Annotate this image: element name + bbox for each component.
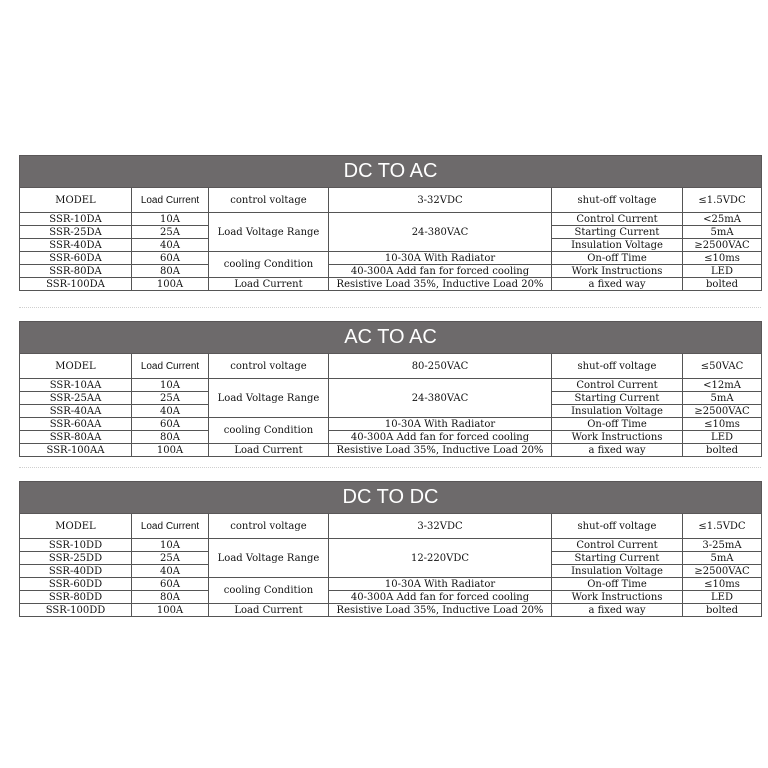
load-cell: 80A xyxy=(132,591,209,604)
load-cell: 25A xyxy=(132,552,209,565)
param-label: Control Current xyxy=(552,539,683,552)
cooling-fan: 40-300A Add fan for forced cooling xyxy=(329,265,552,278)
model-cell: SSR-25DD xyxy=(20,552,132,565)
load-cell: 100A xyxy=(132,444,209,457)
table-title: AC TO AC xyxy=(20,322,762,354)
param-label: On-off Time xyxy=(552,578,683,591)
load-cell: 60A xyxy=(132,252,209,265)
load-cell: 10A xyxy=(132,213,209,226)
model-cell: SSR-60DA xyxy=(20,252,132,265)
gridline xyxy=(19,467,761,468)
load-cell: 25A xyxy=(132,226,209,239)
param-label: Work Instructions xyxy=(552,591,683,604)
param-label: Work Instructions xyxy=(552,265,683,278)
load-cell: 40A xyxy=(132,239,209,252)
model-cell: SSR-10DD xyxy=(20,539,132,552)
load-current-value: Resistive Load 35%, Inductive Load 20% xyxy=(329,444,552,457)
param-label: Starting Current xyxy=(552,552,683,565)
voltage-range-value: 12-220VDC xyxy=(329,539,552,578)
model-cell: SSR-25DA xyxy=(20,226,132,239)
cooling-radiator: 10-30A With Radiator xyxy=(329,578,552,591)
load-cell: 100A xyxy=(132,604,209,617)
voltage-range-label: Load Voltage Range xyxy=(209,539,329,578)
param-value: ≥2500VAC xyxy=(683,405,762,418)
cooling-radiator: 10-30A With Radiator xyxy=(329,252,552,265)
param-label: Starting Current xyxy=(552,392,683,405)
param-value: LED xyxy=(683,591,762,604)
param-label: On-off Time xyxy=(552,418,683,431)
param-value: 3-25mA xyxy=(683,539,762,552)
table-title: DC TO AC xyxy=(20,156,762,188)
model-cell: SSR-40DA xyxy=(20,239,132,252)
load-cell: 40A xyxy=(132,405,209,418)
model-cell: SSR-40DD xyxy=(20,565,132,578)
param-value: ≥2500VAC xyxy=(683,565,762,578)
param-value: LED xyxy=(683,265,762,278)
param-label: a fixed way xyxy=(552,444,683,457)
control-voltage-value: 3-32VDC xyxy=(329,514,552,539)
cooling-label: cooling Condition xyxy=(209,578,329,604)
model-cell: SSR-40AA xyxy=(20,405,132,418)
model-cell: SSR-10AA xyxy=(20,379,132,392)
load-cell: 80A xyxy=(132,265,209,278)
model-cell: SSR-100DA xyxy=(20,278,132,291)
shutoff-voltage-label: shut-off voltage xyxy=(552,514,683,539)
param-value: ≥2500VAC xyxy=(683,239,762,252)
param-value: <25mA xyxy=(683,213,762,226)
gridline xyxy=(19,307,761,308)
param-label: a fixed way xyxy=(552,604,683,617)
param-value: 5mA xyxy=(683,552,762,565)
load-cell: 10A xyxy=(132,379,209,392)
load-cell: 25A xyxy=(132,392,209,405)
param-value: <12mA xyxy=(683,379,762,392)
model-header: MODEL xyxy=(20,354,132,379)
control-voltage-value: 80-250VAC xyxy=(329,354,552,379)
param-label: Insulation Voltage xyxy=(552,565,683,578)
param-label: Control Current xyxy=(552,379,683,392)
model-cell: SSR-100DD xyxy=(20,604,132,617)
load-current-label: Load Current xyxy=(209,444,329,457)
param-value: bolted xyxy=(683,604,762,617)
load-cell: 100A xyxy=(132,278,209,291)
model-cell: SSR-25AA xyxy=(20,392,132,405)
param-label: Work Instructions xyxy=(552,431,683,444)
load-cell: 60A xyxy=(132,578,209,591)
param-value: 5mA xyxy=(683,226,762,239)
spec-table-dc-to-ac xyxy=(19,155,762,291)
control-voltage-value: 3-32VDC xyxy=(329,188,552,213)
model-cell: SSR-100AA xyxy=(20,444,132,457)
cooling-label: cooling Condition xyxy=(209,418,329,444)
load-current-value: Resistive Load 35%, Inductive Load 20% xyxy=(329,278,552,291)
control-voltage-label: control voltage xyxy=(209,354,329,379)
param-value: LED xyxy=(683,431,762,444)
voltage-range-label: Load Voltage Range xyxy=(209,379,329,418)
shutoff-voltage-value: ≤50VAC xyxy=(683,354,762,379)
spec-table-ac-to-ac xyxy=(19,321,762,457)
param-value: bolted xyxy=(683,444,762,457)
table-title: DC TO DC xyxy=(20,482,762,514)
spec-table-dc-to-dc xyxy=(19,481,762,617)
param-label: Control Current xyxy=(552,213,683,226)
param-label: Insulation Voltage xyxy=(552,239,683,252)
cooling-label: cooling Condition xyxy=(209,252,329,278)
load-current-value: Resistive Load 35%, Inductive Load 20% xyxy=(329,604,552,617)
param-label: Insulation Voltage xyxy=(552,405,683,418)
model-cell: SSR-10DA xyxy=(20,213,132,226)
load-cell: 40A xyxy=(132,565,209,578)
shutoff-voltage-label: shut-off voltage xyxy=(552,354,683,379)
param-label: a fixed way xyxy=(552,278,683,291)
model-cell: SSR-80DA xyxy=(20,265,132,278)
cooling-radiator: 10-30A With Radiator xyxy=(329,418,552,431)
load-cell: 80A xyxy=(132,431,209,444)
load-cell: 10A xyxy=(132,539,209,552)
param-value: ≤10ms xyxy=(683,578,762,591)
cooling-fan: 40-300A Add fan for forced cooling xyxy=(329,591,552,604)
load-current-label: Load Current xyxy=(209,278,329,291)
load-current-header: Load Current xyxy=(132,354,209,379)
load-current-header: Load Current xyxy=(132,188,209,213)
load-current-header: Load Current xyxy=(132,514,209,539)
shutoff-voltage-value: ≤1.5VDC xyxy=(683,514,762,539)
shutoff-voltage-label: shut-off voltage xyxy=(552,188,683,213)
model-cell: SSR-80AA xyxy=(20,431,132,444)
model-cell: SSR-60DD xyxy=(20,578,132,591)
model-cell: SSR-80DD xyxy=(20,591,132,604)
cooling-fan: 40-300A Add fan for forced cooling xyxy=(329,431,552,444)
load-cell: 60A xyxy=(132,418,209,431)
param-value: ≤10ms xyxy=(683,418,762,431)
param-value: ≤10ms xyxy=(683,252,762,265)
control-voltage-label: control voltage xyxy=(209,514,329,539)
voltage-range-value: 24-380VAC xyxy=(329,379,552,418)
param-value: 5mA xyxy=(683,392,762,405)
param-value: bolted xyxy=(683,278,762,291)
model-header: MODEL xyxy=(20,188,132,213)
shutoff-voltage-value: ≤1.5VDC xyxy=(683,188,762,213)
model-header: MODEL xyxy=(20,514,132,539)
load-current-label: Load Current xyxy=(209,604,329,617)
param-label: Starting Current xyxy=(552,226,683,239)
voltage-range-label: Load Voltage Range xyxy=(209,213,329,252)
model-cell: SSR-60AA xyxy=(20,418,132,431)
param-label: On-off Time xyxy=(552,252,683,265)
voltage-range-value: 24-380VAC xyxy=(329,213,552,252)
control-voltage-label: control voltage xyxy=(209,188,329,213)
